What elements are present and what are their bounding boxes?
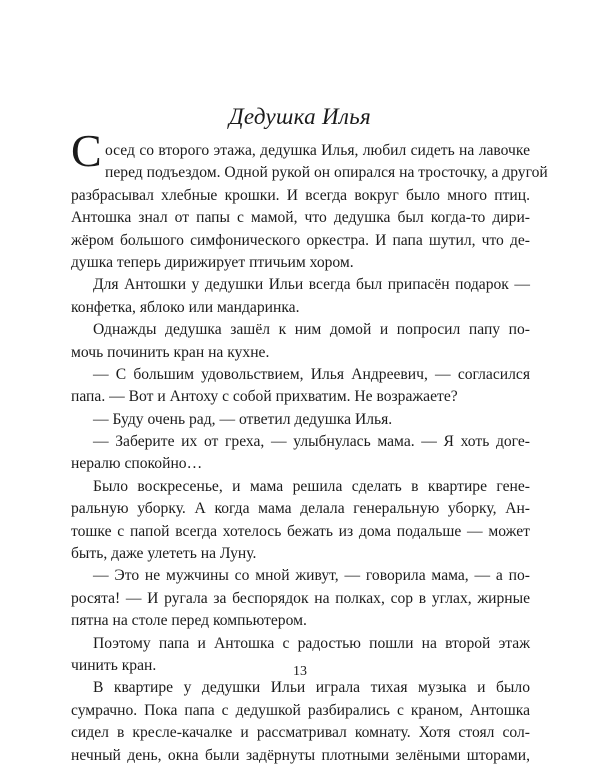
text-line: сидел в кресле-качалке и рассматривал комнату. Хотя стоял сол- (71, 724, 530, 742)
text-line: быть, даже улететь на Луну. (71, 545, 257, 563)
text-line: Поэтому папа и Антошка с радостью пошли на второй этаж (93, 634, 530, 652)
text-line: ральную уборку. А когда мама делала генеральную уборку, Ан- (71, 500, 530, 518)
text-line: — Буду очень рад, — ответил дедушка Илья. (93, 410, 393, 428)
text-line: тошке с папой всегда хотелось бежать из дома подальше — может (71, 522, 530, 540)
text-line: — Это не мужчины со мной живут, — говорила мама, — а по- (93, 567, 530, 585)
text-line: — С большим удовольствием, Илья Андреевич, — согласился (93, 365, 530, 383)
page-number: 13 (293, 664, 307, 679)
text-line: Однажды дедушка зашёл к ним домой и попросил папу по- (93, 321, 530, 339)
text-line: перед подъездом. Одной рукой он опирался на тросточку, а другой (105, 164, 548, 182)
text-line: конфетка, яблоко или мандаринка. (71, 298, 300, 316)
text-line: душка теперь дирижирует птичьим хором. (71, 253, 354, 271)
text-line: Для Антошки у дедушки Ильи всегда был припасён подарок — (93, 276, 530, 294)
text-line: сумрачно. Пока папа с дедушкой разбирались с краном, Антошка (71, 701, 530, 719)
chapter-title: Дедушка Илья (228, 104, 371, 129)
text-line: жёром большого симфонического оркестра. И папа шутил, что де- (71, 231, 530, 249)
text-line: мочь починить кран на кухне. (71, 343, 270, 361)
text-line: — Заберите их от греха, — улыбнулась мама. — Я хоть доге- (93, 433, 530, 451)
text-line: росята! — И ругала за беспорядок на полках, сор в углах, жирные (71, 589, 530, 607)
drop-cap: С (71, 125, 102, 176)
text-line: Было воскресенье, и мама решила сделать в квартире гене- (93, 477, 530, 495)
text-line-content: осед со второго этажа, дедушка Илья, любил сидеть на лавочке (105, 142, 530, 159)
text-line: нералю спокойно… (71, 455, 203, 473)
text-line: разбрасывал хлебные крошки. И всегда вокруг было много птиц. (71, 186, 530, 204)
text-line: В квартире у дедушки Ильи играла тихая музыка и было (93, 679, 530, 697)
text-line: пятна на столе перед компьютером. (71, 612, 307, 630)
text-line: папа. — Вот и Антоху с собой прихватим. Не возражаете? (71, 388, 458, 406)
text-line: Антошка знал от папы с мамой, что дедушка был когда-то дири- (71, 209, 530, 227)
text-line: чинить кран. (71, 656, 157, 674)
text-line: нечный день, окна были задёрнуты плотными зелёными шторами, (71, 746, 530, 764)
